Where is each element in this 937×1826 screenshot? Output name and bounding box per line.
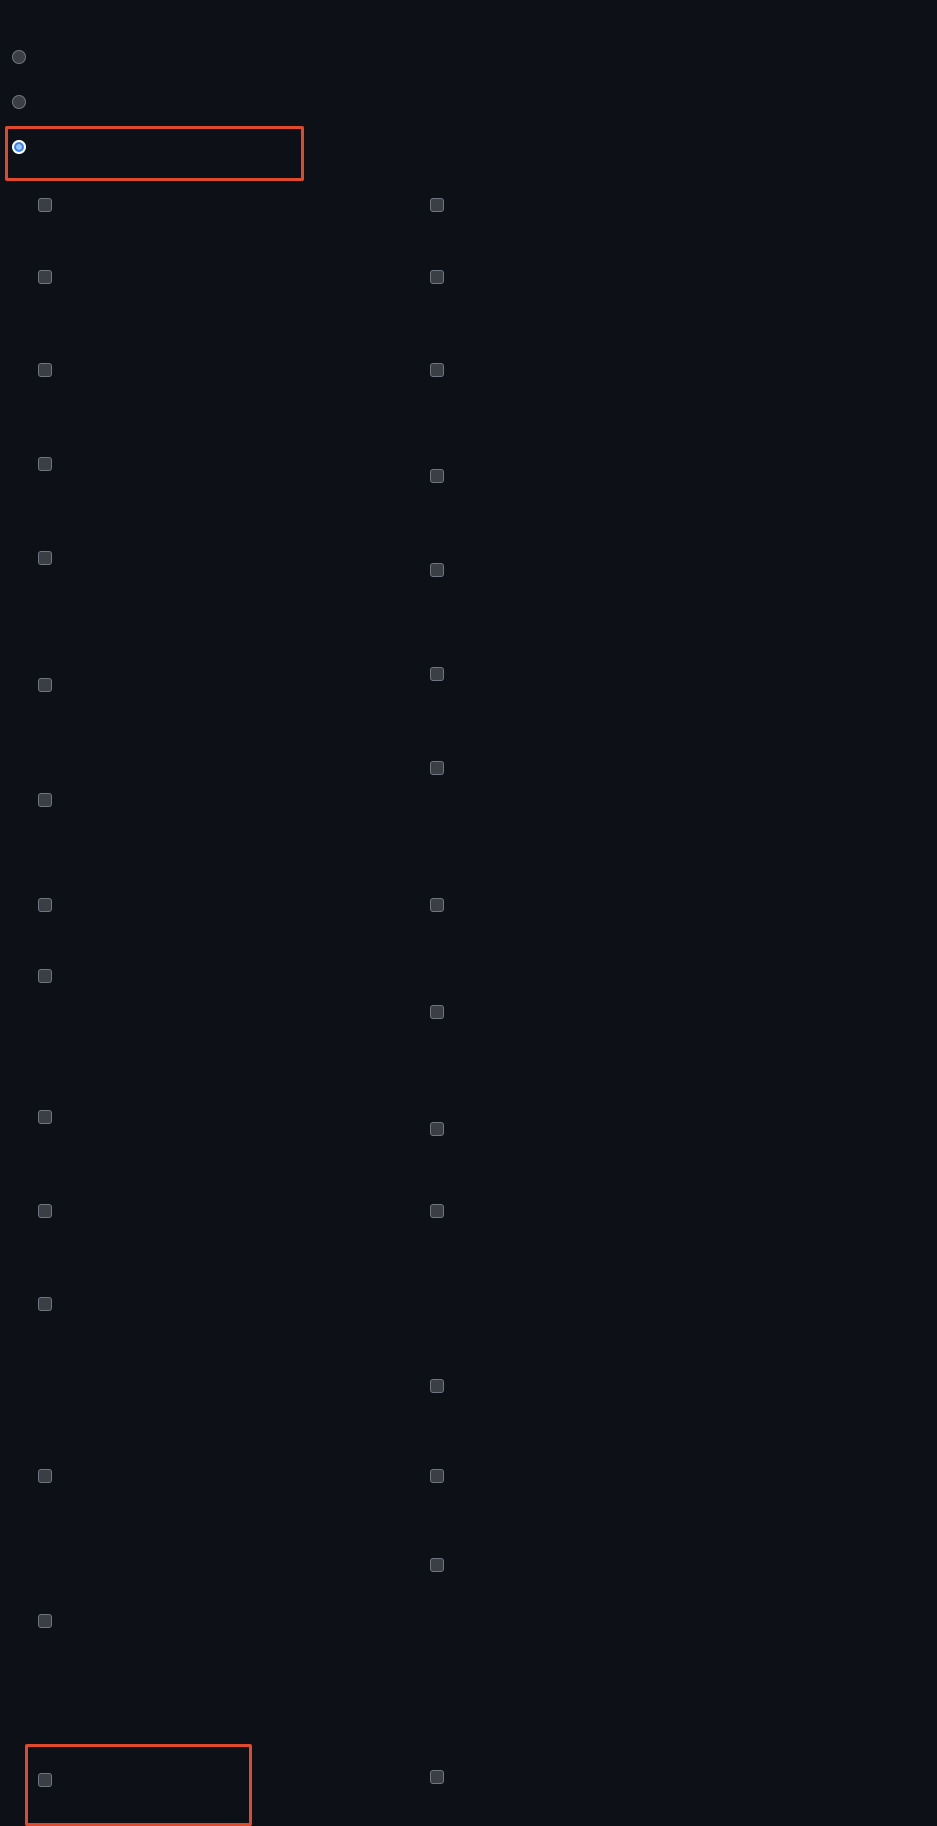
event-meta[interactable] [430, 1117, 770, 1136]
event-project-cards-checkbox[interactable] [430, 1379, 444, 1393]
event-pull-request-review-comments-checkbox[interactable] [38, 1614, 52, 1628]
radio-send-everything[interactable] [12, 95, 37, 109]
highlight-individual-events [5, 126, 304, 181]
event-code-scanning-alerts[interactable] [430, 358, 770, 377]
event-discussion-comments[interactable] [38, 788, 378, 807]
event-merge-groups-checkbox[interactable] [38, 1110, 52, 1124]
event-discussions[interactable] [430, 756, 770, 775]
event-project-columns-checkbox[interactable] [38, 1469, 52, 1483]
event-discussion-comments-checkbox[interactable] [38, 793, 52, 807]
radio-push-only-indicator[interactable] [12, 50, 26, 64]
event-meta-checkbox[interactable] [430, 1122, 444, 1136]
event-commit-comments[interactable] [430, 464, 770, 483]
event-milestones[interactable] [38, 1199, 378, 1218]
event-merge-groups[interactable] [38, 1105, 378, 1124]
event-commit-comments-checkbox[interactable] [430, 469, 444, 483]
event-project-cards[interactable] [430, 1374, 770, 1393]
event-check-suites-checkbox[interactable] [38, 363, 52, 377]
event-pull-request-reviews-checkbox[interactable] [38, 1773, 52, 1787]
event-collaborator-add-remove-or-changed-checkbox[interactable] [38, 457, 52, 471]
event-deployments-checkbox[interactable] [430, 667, 444, 681]
radio-individual-events[interactable] [12, 140, 37, 154]
event-project-columns[interactable] [38, 1464, 378, 1483]
event-branch-or-tag-creation[interactable] [38, 193, 378, 212]
event-pull-request-review-comments[interactable] [38, 1609, 378, 1628]
event-deployments[interactable] [430, 662, 770, 681]
event-pull-request-reviews[interactable] [38, 1768, 378, 1787]
event-branch-or-tag-deletion-checkbox[interactable] [430, 198, 444, 212]
event-packages[interactable] [430, 1199, 770, 1218]
event-pull-request-review-threads-checkbox[interactable] [430, 1558, 444, 1572]
event-dependabot-alerts-checkbox[interactable] [38, 551, 52, 565]
event-deploy-keys[interactable] [430, 558, 770, 577]
event-branch-protection-rules-checkbox[interactable] [38, 270, 52, 284]
event-packages-checkbox[interactable] [430, 1204, 444, 1218]
event-pull-request-review-threads[interactable] [430, 1553, 770, 1572]
event-labels[interactable] [430, 1000, 770, 1019]
event-branch-or-tag-deletion[interactable] [430, 193, 770, 212]
event-projects-checkbox[interactable] [430, 1469, 444, 1483]
radio-push-only[interactable] [12, 50, 37, 64]
event-pull-requests-checkbox[interactable] [430, 1770, 444, 1784]
event-deploy-keys-checkbox[interactable] [430, 563, 444, 577]
event-page-builds-checkbox[interactable] [38, 1297, 52, 1311]
event-collaborator-add-remove-or-changed[interactable] [38, 452, 378, 471]
event-milestones-checkbox[interactable] [38, 1204, 52, 1218]
event-issue-comments-checkbox[interactable] [430, 898, 444, 912]
event-issue-comments[interactable] [430, 893, 770, 912]
event-check-runs[interactable] [430, 265, 770, 284]
event-page-builds[interactable] [38, 1292, 378, 1311]
event-discussions-checkbox[interactable] [430, 761, 444, 775]
event-deployment-statuses[interactable] [38, 673, 378, 692]
radio-send-everything-indicator[interactable] [12, 95, 26, 109]
event-deployment-statuses-checkbox[interactable] [38, 678, 52, 692]
event-pull-requests[interactable] [430, 1765, 770, 1784]
event-code-scanning-alerts-checkbox[interactable] [430, 363, 444, 377]
event-labels-checkbox[interactable] [430, 1005, 444, 1019]
event-check-suites[interactable] [38, 358, 378, 377]
event-branch-or-tag-creation-checkbox[interactable] [38, 198, 52, 212]
event-issues[interactable] [38, 964, 378, 983]
event-projects[interactable] [430, 1464, 770, 1483]
event-forks-checkbox[interactable] [38, 898, 52, 912]
radio-individual-events-indicator[interactable] [12, 140, 26, 154]
event-issues-checkbox[interactable] [38, 969, 52, 983]
event-check-runs-checkbox[interactable] [430, 270, 444, 284]
event-forks[interactable] [38, 893, 378, 912]
event-branch-protection-rules[interactable] [38, 265, 378, 284]
event-dependabot-alerts[interactable] [38, 546, 378, 565]
